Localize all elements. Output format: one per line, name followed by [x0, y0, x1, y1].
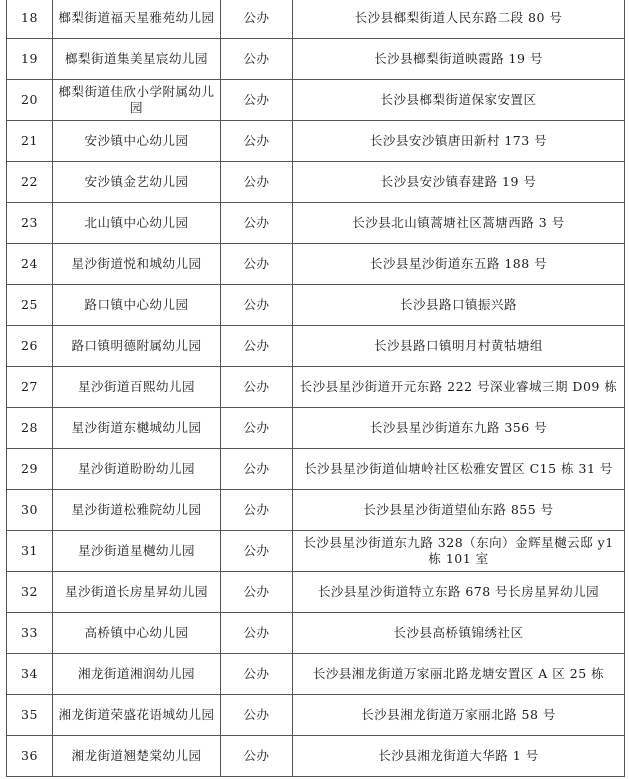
row-number: 21 [7, 121, 53, 162]
table-row [7, 162, 625, 203]
kindergarten-name: 星沙街道星樾幼儿园 [53, 531, 221, 572]
kindergarten-name: 湘龙街道荣盛花语城幼儿园 [53, 695, 221, 736]
table-row [7, 490, 625, 531]
kindergarten-name: 星沙街道盼盼幼儿园 [53, 449, 221, 490]
kindergarten-type: 公办 [221, 121, 293, 162]
table-body [7, 0, 625, 777]
kindergarten-type: 公办 [221, 203, 293, 244]
kindergarten-type: 公办 [221, 244, 293, 285]
row-number: 18 [7, 0, 53, 39]
kindergarten-address: 长沙县星沙街道开元东路 222 号深业睿城三期 D09 栋 [293, 367, 625, 408]
kindergarten-type: 公办 [221, 490, 293, 531]
kindergarten-name: 星沙街道悦和城幼儿园 [53, 244, 221, 285]
kindergarten-type: 公办 [221, 695, 293, 736]
row-number: 34 [7, 654, 53, 695]
kindergarten-name: 星沙街道长房星昇幼儿园 [53, 572, 221, 613]
table-row [7, 80, 625, 121]
kindergarten-address: 长沙县榔梨街道人民东路二段 80 号 [293, 0, 625, 39]
kindergarten-name: 路口镇中心幼儿园 [53, 285, 221, 326]
row-number: 22 [7, 162, 53, 203]
row-number: 28 [7, 408, 53, 449]
table-row [7, 326, 625, 367]
row-number: 23 [7, 203, 53, 244]
kindergarten-name: 榔梨街道福天星雅苑幼儿园 [53, 0, 221, 39]
row-number: 25 [7, 285, 53, 326]
table-row [7, 244, 625, 285]
kindergarten-type: 公办 [221, 613, 293, 654]
row-number: 27 [7, 367, 53, 408]
row-number: 19 [7, 39, 53, 80]
table-row [7, 0, 625, 39]
kindergarten-address: 长沙县星沙街道东九路 356 号 [293, 408, 625, 449]
row-number: 24 [7, 244, 53, 285]
kindergarten-name: 路口镇明德附属幼儿园 [53, 326, 221, 367]
kindergarten-name: 安沙镇中心幼儿园 [53, 121, 221, 162]
kindergarten-type: 公办 [221, 326, 293, 367]
table-row [7, 285, 625, 326]
kindergarten-name: 北山镇中心幼儿园 [53, 203, 221, 244]
row-number: 20 [7, 80, 53, 121]
table-row [7, 695, 625, 736]
row-number: 30 [7, 490, 53, 531]
kindergarten-name: 榔梨街道佳欣小学附属幼儿园 [53, 80, 221, 121]
kindergarten-type: 公办 [221, 285, 293, 326]
kindergarten-address: 长沙县北山镇蒿塘社区蒿塘西路 3 号 [293, 203, 625, 244]
kindergarten-type: 公办 [221, 531, 293, 572]
kindergarten-table [6, 0, 625, 777]
row-number: 33 [7, 613, 53, 654]
kindergarten-name: 湘龙街道湘润幼儿园 [53, 654, 221, 695]
kindergarten-type: 公办 [221, 0, 293, 39]
kindergarten-type: 公办 [221, 39, 293, 80]
kindergarten-name: 安沙镇金艺幼儿园 [53, 162, 221, 203]
kindergarten-address: 长沙县湘龙街道大华路 1 号 [293, 736, 625, 777]
table-row [7, 367, 625, 408]
table-row [7, 121, 625, 162]
kindergarten-address: 长沙县路口镇振兴路 [293, 285, 625, 326]
kindergarten-name: 星沙街道百熙幼儿园 [53, 367, 221, 408]
kindergarten-address: 长沙县安沙镇春建路 19 号 [293, 162, 625, 203]
table-row [7, 39, 625, 80]
kindergarten-type: 公办 [221, 80, 293, 121]
kindergarten-address: 长沙县星沙街道望仙东路 855 号 [293, 490, 625, 531]
kindergarten-type: 公办 [221, 408, 293, 449]
kindergarten-address: 长沙县星沙街道东五路 188 号 [293, 244, 625, 285]
table-row [7, 408, 625, 449]
table-row [7, 613, 625, 654]
table-row [7, 654, 625, 695]
kindergarten-type: 公办 [221, 162, 293, 203]
kindergarten-address: 长沙县安沙镇唐田新村 173 号 [293, 121, 625, 162]
table-row [7, 203, 625, 244]
row-number: 36 [7, 736, 53, 777]
table-row [7, 531, 625, 572]
kindergarten-address: 长沙县星沙街道东九路 328（东向）金辉星樾云邸 y1 栋 101 室 [293, 531, 625, 572]
kindergarten-address: 长沙县湘龙街道万家丽北路龙塘安置区 A 区 25 栋 [293, 654, 625, 695]
kindergarten-address: 长沙县湘龙街道万家丽北路 58 号 [293, 695, 625, 736]
kindergarten-type: 公办 [221, 449, 293, 490]
kindergarten-address: 长沙县榔梨街道保家安置区 [293, 80, 625, 121]
table-row [7, 572, 625, 613]
kindergarten-address: 长沙县星沙街道特立东路 678 号长房星昇幼儿园 [293, 572, 625, 613]
kindergarten-name: 高桥镇中心幼儿园 [53, 613, 221, 654]
kindergarten-address: 长沙县路口镇明月村黄牯塘组 [293, 326, 625, 367]
row-number: 32 [7, 572, 53, 613]
kindergarten-name: 榔梨街道集美星宸幼儿园 [53, 39, 221, 80]
kindergarten-type: 公办 [221, 654, 293, 695]
kindergarten-name: 星沙街道东樾城幼儿园 [53, 408, 221, 449]
kindergarten-type: 公办 [221, 572, 293, 613]
row-number: 26 [7, 326, 53, 367]
kindergarten-name: 湘龙街道翘楚棠幼儿园 [53, 736, 221, 777]
kindergarten-type: 公办 [221, 367, 293, 408]
kindergarten-type: 公办 [221, 736, 293, 777]
kindergarten-address: 长沙县星沙街道仙塘岭社区松雅安置区 C15 栋 31 号 [293, 449, 625, 490]
kindergarten-address: 长沙县榔梨街道映霞路 19 号 [293, 39, 625, 80]
table-row [7, 449, 625, 490]
row-number: 35 [7, 695, 53, 736]
kindergarten-name: 星沙街道松雅院幼儿园 [53, 490, 221, 531]
table-row [7, 736, 625, 777]
row-number: 31 [7, 531, 53, 572]
kindergarten-address: 长沙县高桥镇锦绣社区 [293, 613, 625, 654]
row-number: 29 [7, 449, 53, 490]
